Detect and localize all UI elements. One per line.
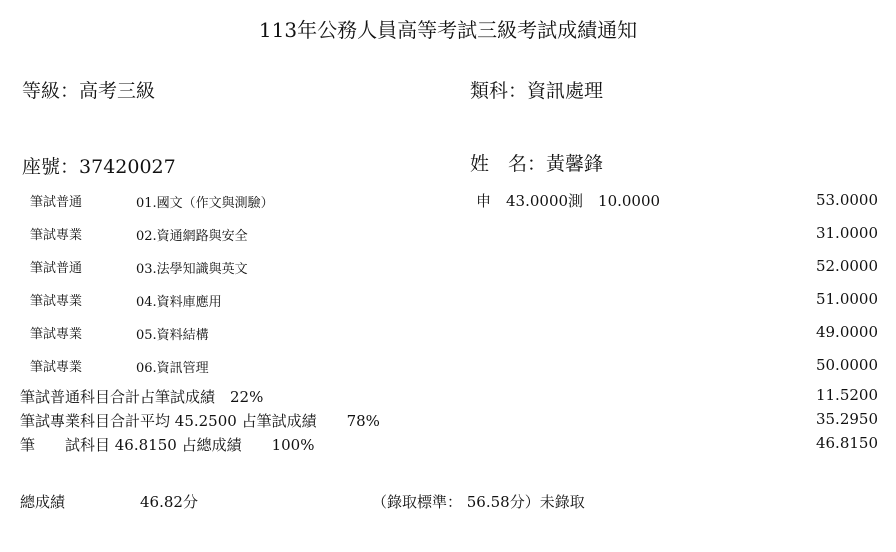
subject-name: 04.資料庫應用 (136, 295, 222, 310)
seat-value: 37420027 (79, 156, 176, 178)
name-label: 姓 名： (470, 153, 547, 175)
subject-score: 50.0000 (815, 356, 878, 374)
total-value: 46.82分 (140, 493, 198, 511)
category-field (470, 76, 603, 103)
summary-text: 筆 試科目 46.8150 占總成績 100% (20, 436, 315, 454)
seat-field (22, 152, 176, 179)
summary-text: 筆試專業科目合計平均 45.2500 占筆試成績 78% (20, 412, 380, 430)
subject-score: 51.0000 (815, 290, 878, 308)
subject-type: 筆試專業 (30, 228, 83, 243)
summary-value: 35.2950 (815, 410, 878, 428)
seat-label: 座號： (22, 156, 80, 178)
subject-name: 05.資料結構 (136, 328, 209, 343)
summary-text: 筆試普通科目合計占筆試成績 22% (20, 388, 264, 406)
name-value: 黃馨鋒 (546, 153, 604, 175)
admission-note: （錄取標準： 56.58分）未錄取 (372, 493, 585, 511)
grade-value: 高考三級 (79, 80, 156, 102)
total-label: 總成績 (20, 493, 66, 511)
category-value: 資訊處理 (527, 80, 604, 102)
subject-type: 筆試專業 (30, 360, 83, 375)
subject-name: 06.資訊管理 (136, 361, 209, 376)
subject-type: 筆試普通 (30, 195, 83, 210)
subject-type: 筆試普通 (30, 261, 83, 276)
summary-value: 46.8150 (815, 434, 878, 452)
category-label: 類科： (470, 80, 528, 102)
subject-score: 53.0000 (815, 191, 878, 209)
subject-name: 02.資通網路與安全 (136, 229, 248, 244)
subject-name: 01.國文（作文與測驗） (136, 196, 274, 211)
subject-score: 52.0000 (815, 257, 878, 275)
grade-field (22, 76, 155, 103)
subject-type: 筆試專業 (30, 294, 83, 309)
grade-label: 等級： (22, 80, 80, 102)
subject-score: 31.0000 (815, 224, 878, 242)
summary-value: 11.5200 (815, 386, 878, 404)
page-title: 113年公務人員高等考試三級考試成績通知 (258, 18, 638, 42)
name-field (470, 149, 603, 176)
subject-score: 49.0000 (815, 323, 878, 341)
subject-name: 03.法學知識與英文 (136, 262, 248, 277)
subject-detail: 申 43.0000測 10.0000 (476, 192, 661, 210)
subject-type: 筆試專業 (30, 327, 83, 342)
